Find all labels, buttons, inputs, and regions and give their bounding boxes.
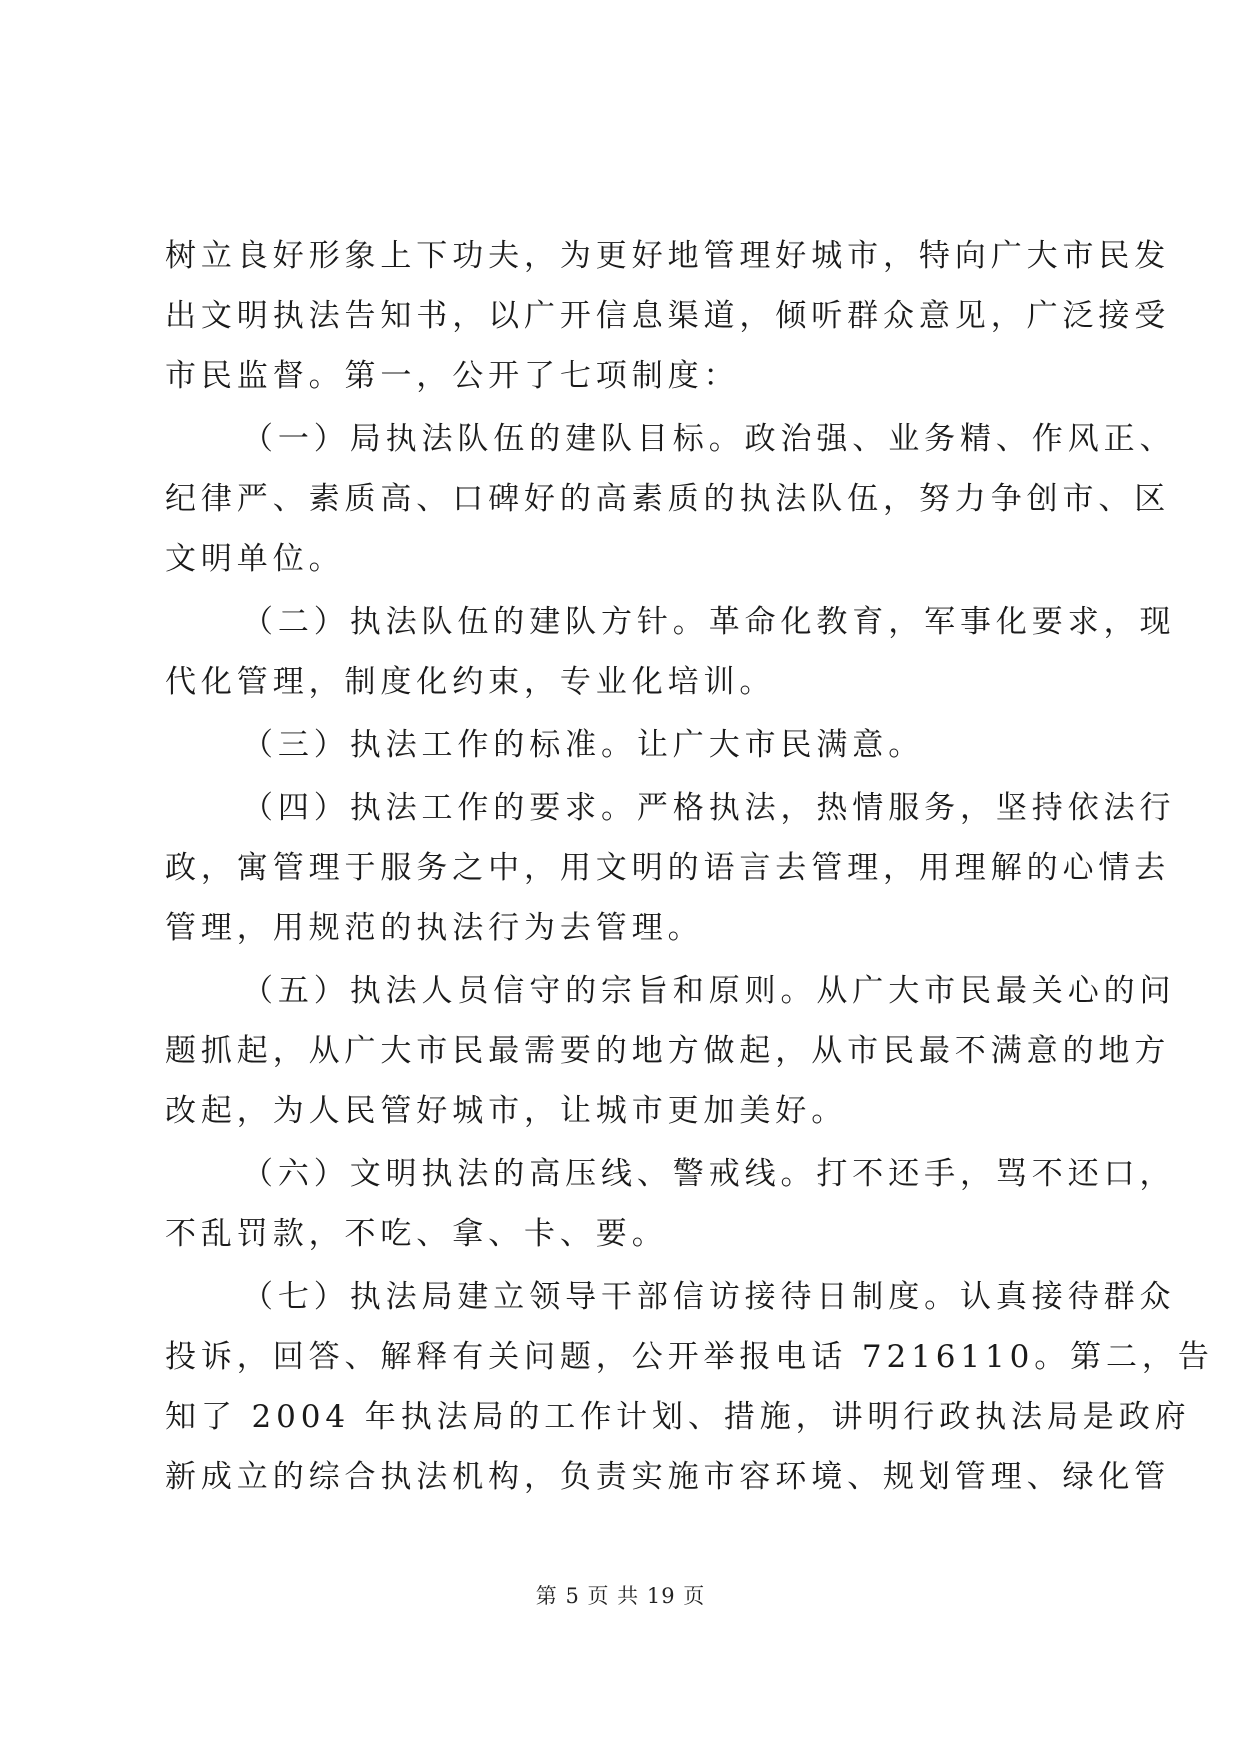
text-line: 树立良好形象上下功夫，为更好地管理好城市，特向广大市民发 [165, 238, 1171, 274]
text-line: 管理，用规范的执法行为去管理。 [165, 910, 704, 946]
page-footer: 第 5 页 共 19 页 [535, 1584, 706, 1608]
text-line: 纪律严、素质高、口碑好的高素质的执法队伍，努力争创市、区 [165, 481, 1171, 517]
text-line: 出文明执法告知书，以广开信息渠道，倾听群众意见，广泛接受 [165, 298, 1171, 334]
text-line: 知了 2004 年执法局的工作计划、措施，讲明行政执法局是政府 [165, 1399, 1191, 1435]
text-line: 文明单位。 [165, 541, 345, 577]
text-line: 题抓起，从广大市民最需要的地方做起，从市民最不满意的地方 [165, 1033, 1171, 1069]
paragraph-item-1: （一）局执法队伍的建队目标。政治强、业务精、作风正、 [242, 421, 1176, 457]
paragraph-item-4: （四）执法工作的要求。严格执法，热情服务，坚持依法行 [242, 790, 1176, 826]
text-line: 代化管理，制度化约束，专业化培训。 [165, 664, 776, 700]
paragraph-item-2: （二）执法队伍的建队方针。革命化教育，军事化要求，现 [242, 604, 1176, 640]
paragraph-item-7: （七）执法局建立领导干部信访接待日制度。认真接待群众 [242, 1279, 1176, 1315]
text-line: 改起，为人民管好城市，让城市更加美好。 [165, 1093, 848, 1129]
text-line: 政，寓管理于服务之中，用文明的语言去管理，用理解的心情去 [165, 850, 1171, 886]
text-line: 新成立的综合执法机构，负责实施市容环境、规划管理、绿化管 [165, 1459, 1171, 1495]
text-line: 投诉，回答、解释有关问题，公开举报电话 7216110。第二，告 [165, 1339, 1214, 1375]
text-line: 市民监督。第一，公开了七项制度： [165, 358, 740, 394]
paragraph-item-5: （五）执法人员信守的宗旨和原则。从广大市民最关心的问 [242, 973, 1176, 1009]
paragraph-item-3: （三）执法工作的标准。让广大市民满意。 [242, 727, 925, 763]
paragraph-item-6: （六）文明执法的高压线、警戒线。打不还手，骂不还口， [242, 1156, 1176, 1192]
text-line: 不乱罚款，不吃、拿、卡、要。 [165, 1216, 668, 1252]
